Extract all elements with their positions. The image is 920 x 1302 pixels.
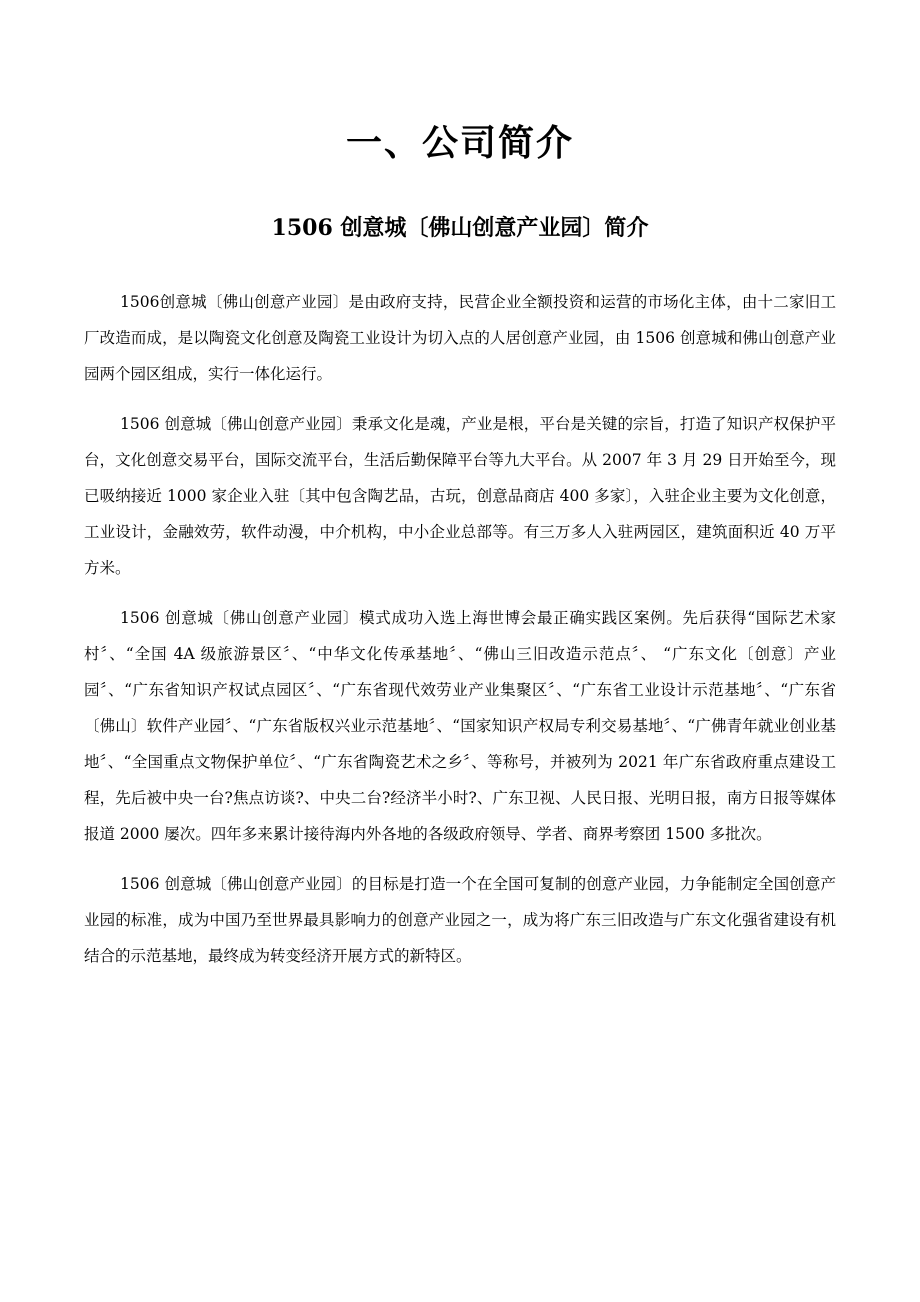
paragraph-platforms: 1506 创意城〔佛山创意产业园〕秉承文化是魂，产业是根，平台是关键的宗旨，打造了知识产权保护平台，文化创意交易平台，国际交流平台，生活后勤保障平台等九大平台。从 2007 年 3 月 29 日开始至今，现已吸纳接近 1000 家企业入驻〔其中包含陶艺品，古玩，创意品商店 400 多家〕，入驻企业主要为文化创意，工业设计，金融效劳，软件动漫，中介机构，中小企业总部等。有三万多人入驻两园区，建筑面积近 40 万平方米。 (84, 415, 836, 577)
paragraph-intro: 1506创意城〔佛山创意产业园〕是由政府支持，民营企业全额投资和运营的市场化主体，由十二家旧工厂改造而成，是以陶瓷文化创意及陶瓷工业设计为切入点的人居创意产业园，由 1506 创意城和佛山创意产业园两个园区组成，实行一体化运行。 (84, 293, 836, 383)
paragraph-goals: 1506 创意城〔佛山创意产业园〕的目标是打造一个在全国可复制的创意产业园，力争能制定全国创意产业园的标准，成为中国乃至世界最具影响力的创意产业园之一，成为将广东三旧改造与广东文化强省建设有机结合的示范基地，最终成为转变经济开展方式的新特区。 (84, 875, 836, 965)
page-title: 一、公司简介 (345, 123, 574, 164)
paragraph-honors: 1506 创意城〔佛山创意产业园〕模式成功入选上海世博会最正确实践区案例。先后获得“国际艺术家村〞、“全国 4A 级旅游景区〞、“中华文化传承基地〞、“佛山三旧改造示范点〞、 “广东文化〔创意〕产业园〞、“广东省知识产权试点园区〞、“广东省现代效劳业产业集聚区〞、“广东省工业设计示范基地〞、“广东省〔佛山〕软件产业园〞、“广东省版权兴业示范基地〞、“国家知识产权局专利交易基地〞、“广佛青年就业创业基地〞、“全国重点文物保护单位〞、“广东省陶瓷艺术之乡〞、等称号，并被列为 2021 年广东省政府重点建设工程，先后被中央一台?焦点访谈?、中央二台?经济半小时?、广东卫视、人民日报、光明日报，南方日报等媒体报道 2000 屡次。四年多来累计接待海内外各地的各级政府领导、学者、商界考察团 1500 多批次。 (84, 609, 836, 843)
body-text (84, 284, 836, 988)
section-subtitle: 1506 创意城〔佛山创意产业园〕简介 (271, 215, 649, 241)
